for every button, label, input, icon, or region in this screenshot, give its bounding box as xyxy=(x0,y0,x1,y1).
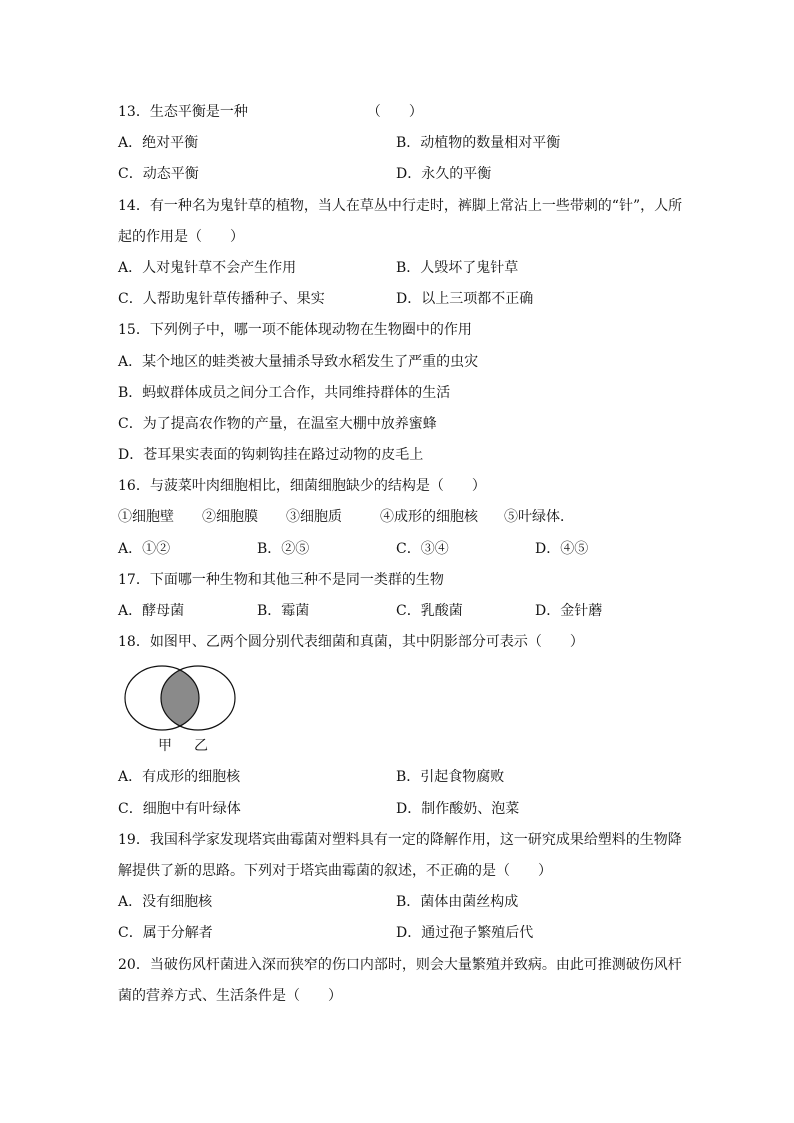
q16-option-d: D．④⑤ xyxy=(535,541,589,557)
q18-option-c: C．细胞中有叶绿体 xyxy=(118,801,241,817)
q13-stem: 13．生态平衡是一种 （ ） xyxy=(118,104,423,120)
venn-label-yi: 乙 xyxy=(194,738,208,754)
q16-option-b: B．②⑤ xyxy=(257,541,310,557)
q13-option-b: B．动植物的数量相对平衡 xyxy=(396,135,561,151)
q17-option-c: C．乳酸菌 xyxy=(396,603,463,619)
q19-option-a: A．没有细胞核 xyxy=(118,894,213,910)
q19-stem-line1: 19．我国科学家发现塔宾曲霉菌对塑料具有一定的降解作用，这一研究成果给塑料的生物降 xyxy=(118,832,682,848)
q20-stem-line1: 20．当破伤风杆菌进入深而狭窄的伤口内部时，则会大量繁殖并致病。由此可推测破伤风杆 xyxy=(118,957,682,973)
q16-option-a: A．①② xyxy=(118,541,171,557)
q17-option-b: B．霉菌 xyxy=(257,603,310,619)
q14-stem-line2: 起的作用是（ ） xyxy=(118,229,244,245)
q18-option-d: D．制作酸奶、泡菜 xyxy=(396,801,520,817)
q17-option-d: D．金针蘑 xyxy=(535,603,603,619)
q14-option-c: C．人帮助鬼针草传播种子、果实 xyxy=(118,291,325,307)
venn-diagram xyxy=(118,662,242,734)
q13-option-c: C．动态平衡 xyxy=(118,166,199,182)
q16-item-2: ②细胞膜 xyxy=(202,509,258,525)
q16-item-3: ③细胞质 xyxy=(286,509,342,525)
q16-item-4: ④成形的细胞核 xyxy=(380,509,478,525)
q16-stem: 16．与菠菜叶肉细胞相比，细菌细胞缺少的结构是（ ） xyxy=(118,478,486,494)
q14-option-a: A．人对鬼针草不会产生作用 xyxy=(118,260,297,276)
q18-option-b: B．引起食物腐败 xyxy=(396,769,505,785)
q17-stem: 17．下面哪一种生物和其他三种不是同一类群的生物 xyxy=(118,572,444,588)
q15-option-d: D．苍耳果实表面的钩刺钩挂在路过动物的皮毛上 xyxy=(118,447,424,463)
q16-item-1: ①细胞壁 xyxy=(118,509,174,525)
q15-option-b: B．蚂蚁群体成员之间分工合作，共同维持群体的生活 xyxy=(118,385,451,401)
q14-stem-line1: 14．有一种名为鬼针草的植物，当人在草丛中行走时，裤脚上常沾上一些带刺的“针”，人所 xyxy=(118,198,683,214)
q20-stem-line2: 菌的营养方式、生活条件是（ ） xyxy=(118,988,342,1004)
q18-option-a: A．有成形的细胞核 xyxy=(118,769,241,785)
q16-item-5: ⑤叶绿体． xyxy=(504,509,574,525)
q14-option-b: B．人毁坏了鬼针草 xyxy=(396,260,519,276)
q19-stem-line2: 解提供了新的思路。下列对于塔宾曲霉菌的叙述，不正确的是（ ） xyxy=(118,863,552,879)
q13-option-d: D．永久的平衡 xyxy=(396,166,492,182)
q16-option-c: C．③④ xyxy=(396,541,449,557)
q18-stem: 18．如图甲、乙两个圆分别代表细菌和真菌，其中阴影部分可表示（ ） xyxy=(118,634,584,650)
q19-option-b: B．菌体由菌丝构成 xyxy=(396,894,519,910)
venn-label-jia: 甲 xyxy=(158,738,172,754)
q17-option-a: A．酵母菌 xyxy=(118,603,185,619)
q14-option-d: D．以上三项都不正确 xyxy=(396,291,534,307)
q15-option-a: A．某个地区的蛙类被大量捕杀导致水稻发生了严重的虫灾 xyxy=(118,354,479,370)
q19-option-d: D．通过孢子繁殖后代 xyxy=(396,925,534,941)
q19-option-c: C．属于分解者 xyxy=(118,925,213,941)
q13-option-a: A．绝对平衡 xyxy=(118,135,199,151)
q15-option-c: C．为了提高农作物的产量，在温室大棚中放养蜜蜂 xyxy=(118,416,437,432)
q15-stem: 15．下列例子中，哪一项不能体现动物在生物圈中的作用 xyxy=(118,322,472,338)
